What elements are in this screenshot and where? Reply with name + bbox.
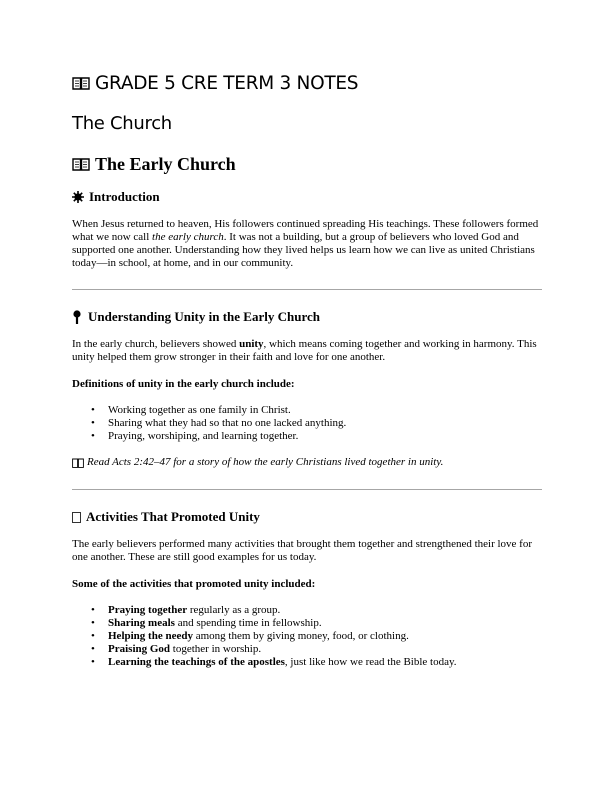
scripture-note xyxy=(72,456,542,469)
section-heading xyxy=(72,152,542,176)
activities-heading xyxy=(72,508,542,526)
definitions-label: Definitions of unity in the early church include: xyxy=(72,378,295,390)
scripture-note-text: Read Acts 2:42–47 for a story of how the early Christians lived together in unity. xyxy=(87,456,444,468)
activities-paragraph: The early believers performed many activities that brought them together and strengthened their love for one another. These are still good examples for us today. xyxy=(72,538,533,563)
unity-paragraph: In the early church, believers showed unity, which means coming together and working in harmony. This unity helped them grow stronger in their faith and love for one another. xyxy=(72,338,537,363)
list-item: • Sharing meals and spending time in fellowship. xyxy=(108,617,542,630)
intro-heading xyxy=(72,188,542,206)
pin-icon xyxy=(72,310,82,324)
open-book-icon xyxy=(72,76,90,90)
list-item: • Working together as one family in Christ. xyxy=(108,404,542,417)
list-item: • Learning the teachings of the apostles, just like how we read the Bible today. xyxy=(108,656,542,669)
list-item: • Praying, worshiping, and learning together. xyxy=(108,430,542,443)
open-book-icon xyxy=(72,157,90,171)
subtitle: The Church xyxy=(72,112,172,134)
divider xyxy=(72,489,542,490)
sparkle-icon xyxy=(72,191,84,203)
list-item: • Helping the needy among them by giving money, food, or clothing. xyxy=(108,630,542,643)
intro-heading-text: Introduction xyxy=(89,189,160,204)
list-item: • Sharing what they had so that no one lacked anything. xyxy=(108,417,542,430)
unity-heading xyxy=(72,308,542,326)
divider xyxy=(72,289,542,290)
document-page xyxy=(72,70,542,669)
missing-glyph-icon xyxy=(72,512,81,523)
list-item: • Praying together regularly as a group. xyxy=(108,604,542,617)
bold-term: unity xyxy=(239,338,264,350)
section-heading-text: The Early Church xyxy=(95,153,236,174)
activities-heading-text: Activities That Promoted Unity xyxy=(86,509,260,524)
definitions-list xyxy=(72,404,542,443)
emphasis: the early church xyxy=(152,231,224,243)
open-book-icon xyxy=(72,458,84,468)
activities-label: Some of the activities that promoted unity included: xyxy=(72,578,316,590)
list-item: • Praising God together in worship. xyxy=(108,643,542,656)
activities-list xyxy=(72,604,542,669)
unity-heading-text: Understanding Unity in the Early Church xyxy=(88,309,320,324)
document-title xyxy=(72,70,542,96)
intro-paragraph: When Jesus returned to heaven, His followers continued spreading His teachings. These followers formed what we now call the early church. It was not a building, but a group of believers who loved God and supported one another. Understanding how they lived helps us learn how we can live as united Christians today—in school, at home, and in our community. xyxy=(72,218,539,269)
document-title-text: GRADE 5 CRE TERM 3 NOTES xyxy=(95,72,359,94)
